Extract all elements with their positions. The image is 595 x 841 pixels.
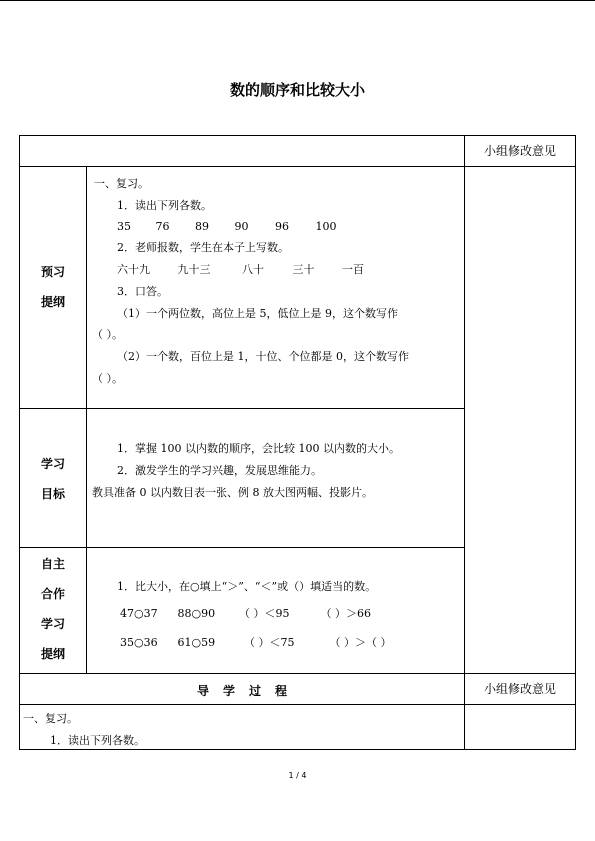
page-number: 1 / 4 [288, 771, 307, 780]
compare-item: （ ）＞（ ） [329, 636, 392, 649]
coop-label: 自主 合作 学习 提纲 [40, 557, 65, 661]
compare-row-1 [120, 607, 371, 621]
bottom-read-numbers: 1．读出下列各数。 [50, 734, 145, 747]
side-column [464, 166, 576, 674]
page-title: 数的顺序和比较大小 [229, 81, 365, 99]
compare-instruction: 1．比大小，在○填上“＞”、“＜”或（）填适当的数。 [117, 580, 377, 593]
spoken-number: 八十 [242, 263, 264, 276]
question-1-blank: （ ）。 [92, 328, 123, 341]
bottom-side-cell [464, 704, 576, 750]
spoken-number: 九十三 [177, 263, 211, 276]
number: 90 [234, 220, 249, 233]
spoken-number: 六十九 [117, 263, 150, 276]
spoken-number: 三十 [292, 263, 315, 276]
goal-1: 1．掌握 100 以内数的顺序，会比较 100 以内数的大小。 [117, 442, 400, 455]
compare-item: （ ）＜75 [244, 636, 295, 649]
number: 76 [155, 220, 170, 233]
numbers-row [117, 220, 337, 234]
dictation-item: 2．老师报数，学生在本子上写数。 [117, 241, 289, 254]
goals-label: 学习 目标 [40, 457, 65, 501]
preview-label: 预习 提纲 [40, 265, 65, 309]
compare-item: （ ）＞66 [320, 607, 371, 620]
teaching-materials: 教具准备 0 以内数目表一张、例 8 放大图两幅、投影片。 [92, 486, 373, 499]
compare-item: 35○36 [120, 636, 158, 649]
oral-answer-item: 3．口答。 [117, 285, 168, 298]
number: 89 [195, 220, 209, 233]
spoken-numbers-row [117, 263, 364, 277]
spoken-number: 一百 [342, 263, 364, 276]
question-2: （2）一个数，百位上是 1，十位、个位都是 0，这个数写作 [117, 350, 409, 363]
compare-item: 88○90 [177, 607, 216, 620]
top-rule [0, 0, 595, 1]
bottom-review-heading: 一、复习。 [23, 712, 78, 725]
number: 35 [117, 220, 131, 233]
compare-item: （ ）＜95 [239, 607, 290, 620]
goals-content-cell [86, 408, 465, 548]
review-heading: 一、复习。 [94, 177, 149, 190]
compare-row-2 [120, 636, 392, 650]
question-2-blank: （ ）。 [92, 372, 123, 385]
guide-side-header: 小组修改意见 [483, 682, 556, 696]
read-numbers-item: 1．读出下列各数。 [117, 199, 212, 212]
compare-item: 61○59 [177, 636, 216, 649]
question-1: （1）一个两位数，高位上是 5，低位上是 9，这个数写作 [117, 307, 398, 320]
guide-header: 导学过程 [196, 684, 301, 698]
number: 100 [315, 220, 337, 233]
number: 96 [275, 220, 289, 233]
side-header: 小组修改意见 [483, 144, 556, 158]
compare-item: 47○37 [120, 607, 158, 620]
goal-2: 2．激发学生的学习兴趣，发展思维能力。 [117, 464, 322, 477]
